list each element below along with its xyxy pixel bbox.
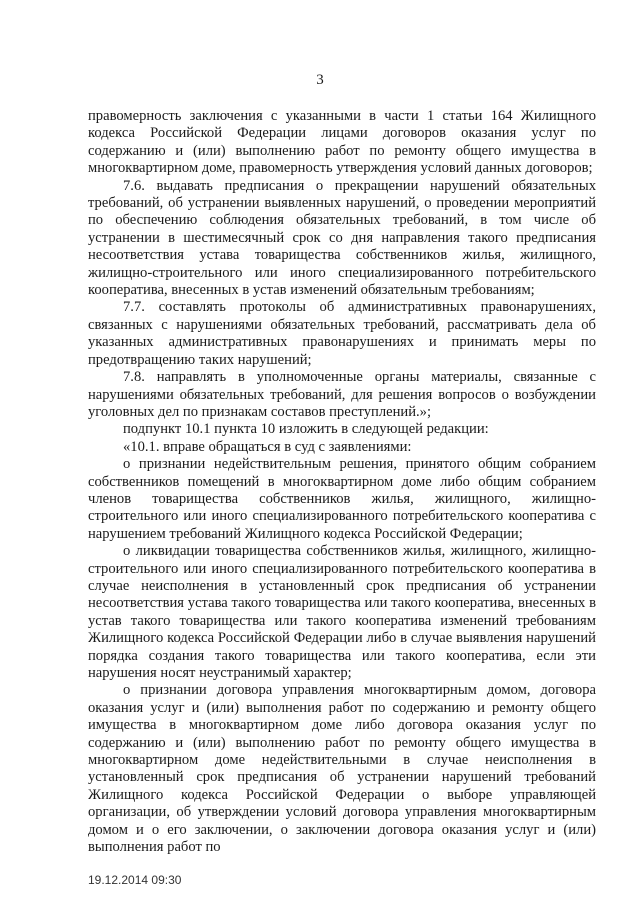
paragraph-contract-invalid: о признании договора управления многоквартирным домом, договора оказания услуг и (или) выполнения работ по содержанию и ремонту общего имущества в многоквартирном доме либо договора оказания услуг по содержанию и (или) выполнению работ по ремонту общего имущества в многоквартирном доме недействительными в случае неисполнения в установленный срок предписания об устранении нарушений требований Жилищного кодекса Российской Федерации о выборе управляющей организации, об утверждении условий договора управления многоквартирным домом и о его заключении, о заключении договора оказания услуг и (или) выполнения работ по [88,682,596,856]
page-number: 3 [316,72,324,88]
paragraph-10-1: «10.1. вправе обращаться в суд с заявлениями: [123,438,412,455]
paragraph-7-6: 7.6. выдавать предписания о прекращении нарушений обязательных требований, об устранении выявленных нарушений, о проведении мероприятий по обеспечению соблюдения обязательных требований, в том числе об устранении в шестимесячный срок со дня направления такого предписания несоответствия устава товарищества собственников жилья, жилищного, жилищно-строительного или иного специализированного потребительского кооператива, внесенных в устав изменений обязательным требованиям; [88,177,596,299]
document-body [88,108,596,856]
paragraph-7-7: 7.7. составлять протоколы об административных правонарушениях, связанных с нарушениями обязательных требований, рассматривать дела об указанных административных правонарушениях и принимать меры по предотвращению таких нарушений; [88,299,596,368]
footer-datetime: 19.12.2014 09:30 [88,873,182,887]
paragraph-invalid-decision: о признании недействительным решения, принятого общим собранием собственников помещений в многоквартирном доме либо общим собранием членов товарищества собственников жилья, жилищного, жилищно-строительного или иного специализированного потребительского кооператива с нарушением требований Жилищного кодекса Российской Федерации; [88,456,596,542]
paragraph-7-8: 7.8. направлять в уполномоченные органы материалы, связанные с нарушениями обязательных требований, для решения вопросов о возбуждении уголовных дел по признакам составов преступлений.»; [88,369,596,420]
paragraph-amendment-intro: подпункт 10.1 пункта 10 изложить в следующей редакции: [123,421,489,438]
paragraph-liquidation: о ликвидации товарищества собственников жилья, жилищного, жилищно-строительного или иного специализированного потребительского кооператива в случае неисполнения в установленный срок предписания об устранении несоответствия устава такого товарищества или такого кооператива, внесенных в устав такого товарищества или такого кооператива изменений требованиям Жилищного кодекса Российской Федерации либо в случае выявления нарушений порядка создания такого товарищества или такого кооператива, если эти нарушения носят неустранимый характер; [88,543,596,681]
paragraph-continuation: правомерность заключения с указанными в части 1 статьи 164 Жилищного кодекса Российской Федерации лицами договоров оказания услуг по содержанию и (или) выполнению работ по ремонту общего имущества в многоквартирном доме, правомерность утверждения условий данных договоров; [88,108,596,177]
